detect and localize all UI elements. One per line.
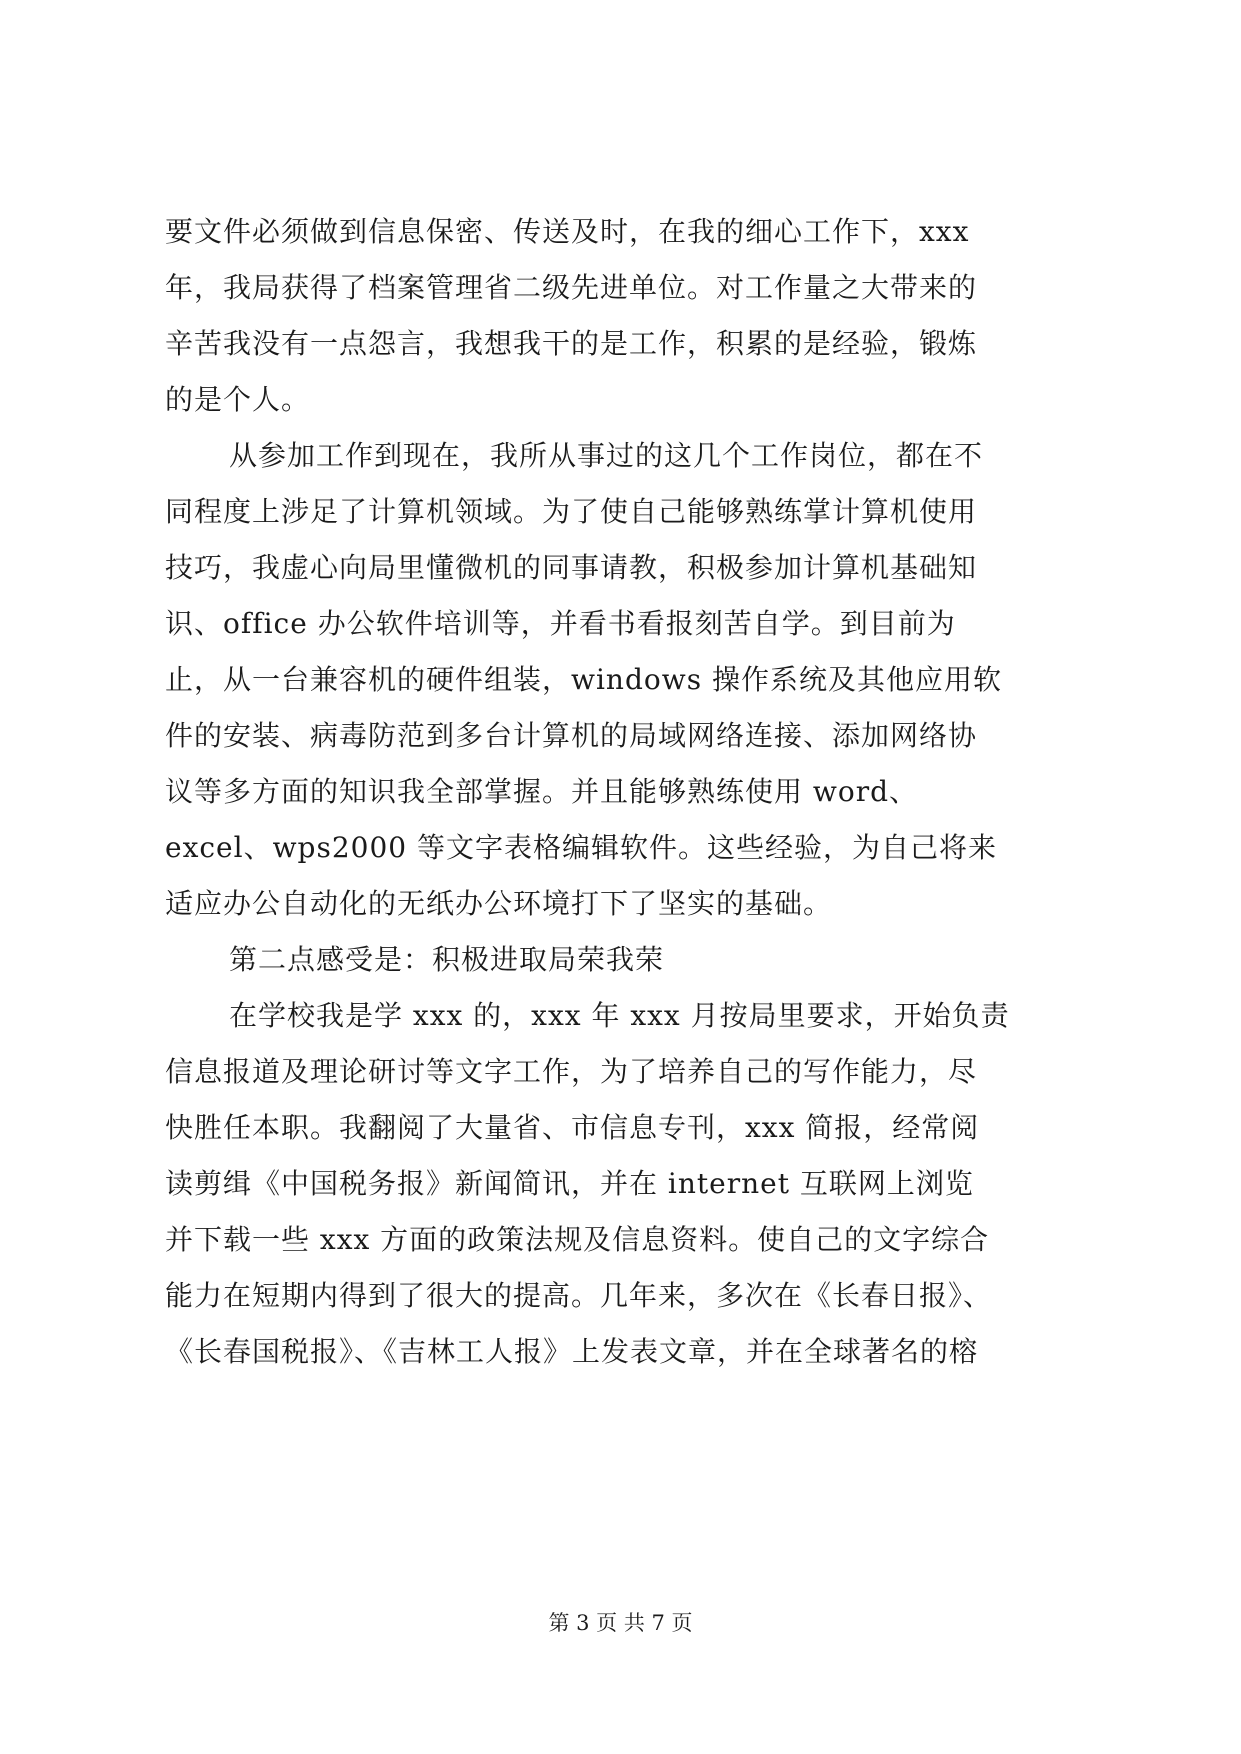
- text-line: 件的安装、病毒防范到多台计算机的局域网络连接、添加网络协: [165, 719, 978, 752]
- text-line: 议等多方面的知识我全部掌握。并且能够熟练使用 word、: [165, 775, 919, 808]
- text-line: 从参加工作到现在，我所从事过的这几个工作岗位，都在不: [229, 439, 984, 472]
- page-number-footer: 第 3 页 共 7 页: [548, 1611, 693, 1635]
- text-line: 能力在短期内得到了很大的提高。几年来，多次在《长春日报》、: [165, 1279, 993, 1312]
- text-line: 快胜任本职。我翻阅了大量省、市信息专刊，xxx 简报，经常阅: [165, 1111, 980, 1144]
- text-line: 信息报道及理论研讨等文字工作，为了培养自己的写作能力，尽: [165, 1055, 978, 1088]
- text-line: 年，我局获得了档案管理省二级先进单位。对工作量之大带来的: [165, 271, 978, 304]
- text-line: 辛苦我没有一点怨言，我想我干的是工作，积累的是经验，锻炼: [165, 327, 978, 360]
- text-line: 的是个人。: [165, 383, 311, 416]
- text-line: excel、wps2000 等文字表格编辑软件。这些经验，为自己将来: [165, 831, 997, 864]
- text-line: 在学校我是学 xxx 的，xxx 年 xxx 月按局里要求，开始负责: [229, 999, 1010, 1032]
- text-line: 技巧，我虚心向局里懂微机的同事请教，积极参加计算机基础知: [165, 551, 978, 584]
- text-line: 同程度上涉足了计算机领域。为了使自己能够熟练掌计算机使用: [165, 495, 978, 528]
- text-line: 止，从一台兼容机的硬件组装，windows 操作系统及其他应用软: [165, 663, 1002, 696]
- text-line: 要文件必须做到信息保密、传送及时，在我的细心工作下，xxx: [165, 215, 970, 248]
- text-line: 并下载一些 xxx 方面的政策法规及信息资料。使自己的文字综合: [165, 1223, 990, 1256]
- section-heading: 第二点感受是：积极进取局荣我荣: [229, 943, 665, 976]
- text-line: 适应办公自动化的无纸办公环境打下了坚实的基础。: [165, 887, 833, 920]
- text-line: 《长春国税报》、《吉林工人报》上发表文章，并在全球著名的榕: [165, 1335, 979, 1368]
- text-line: 读剪缉《中国税务报》新闻简讯，并在 internet 互联网上浏览: [165, 1167, 974, 1200]
- text-line: 识、office 办公软件培训等，并看书看报刻苦自学。到目前为: [165, 607, 956, 640]
